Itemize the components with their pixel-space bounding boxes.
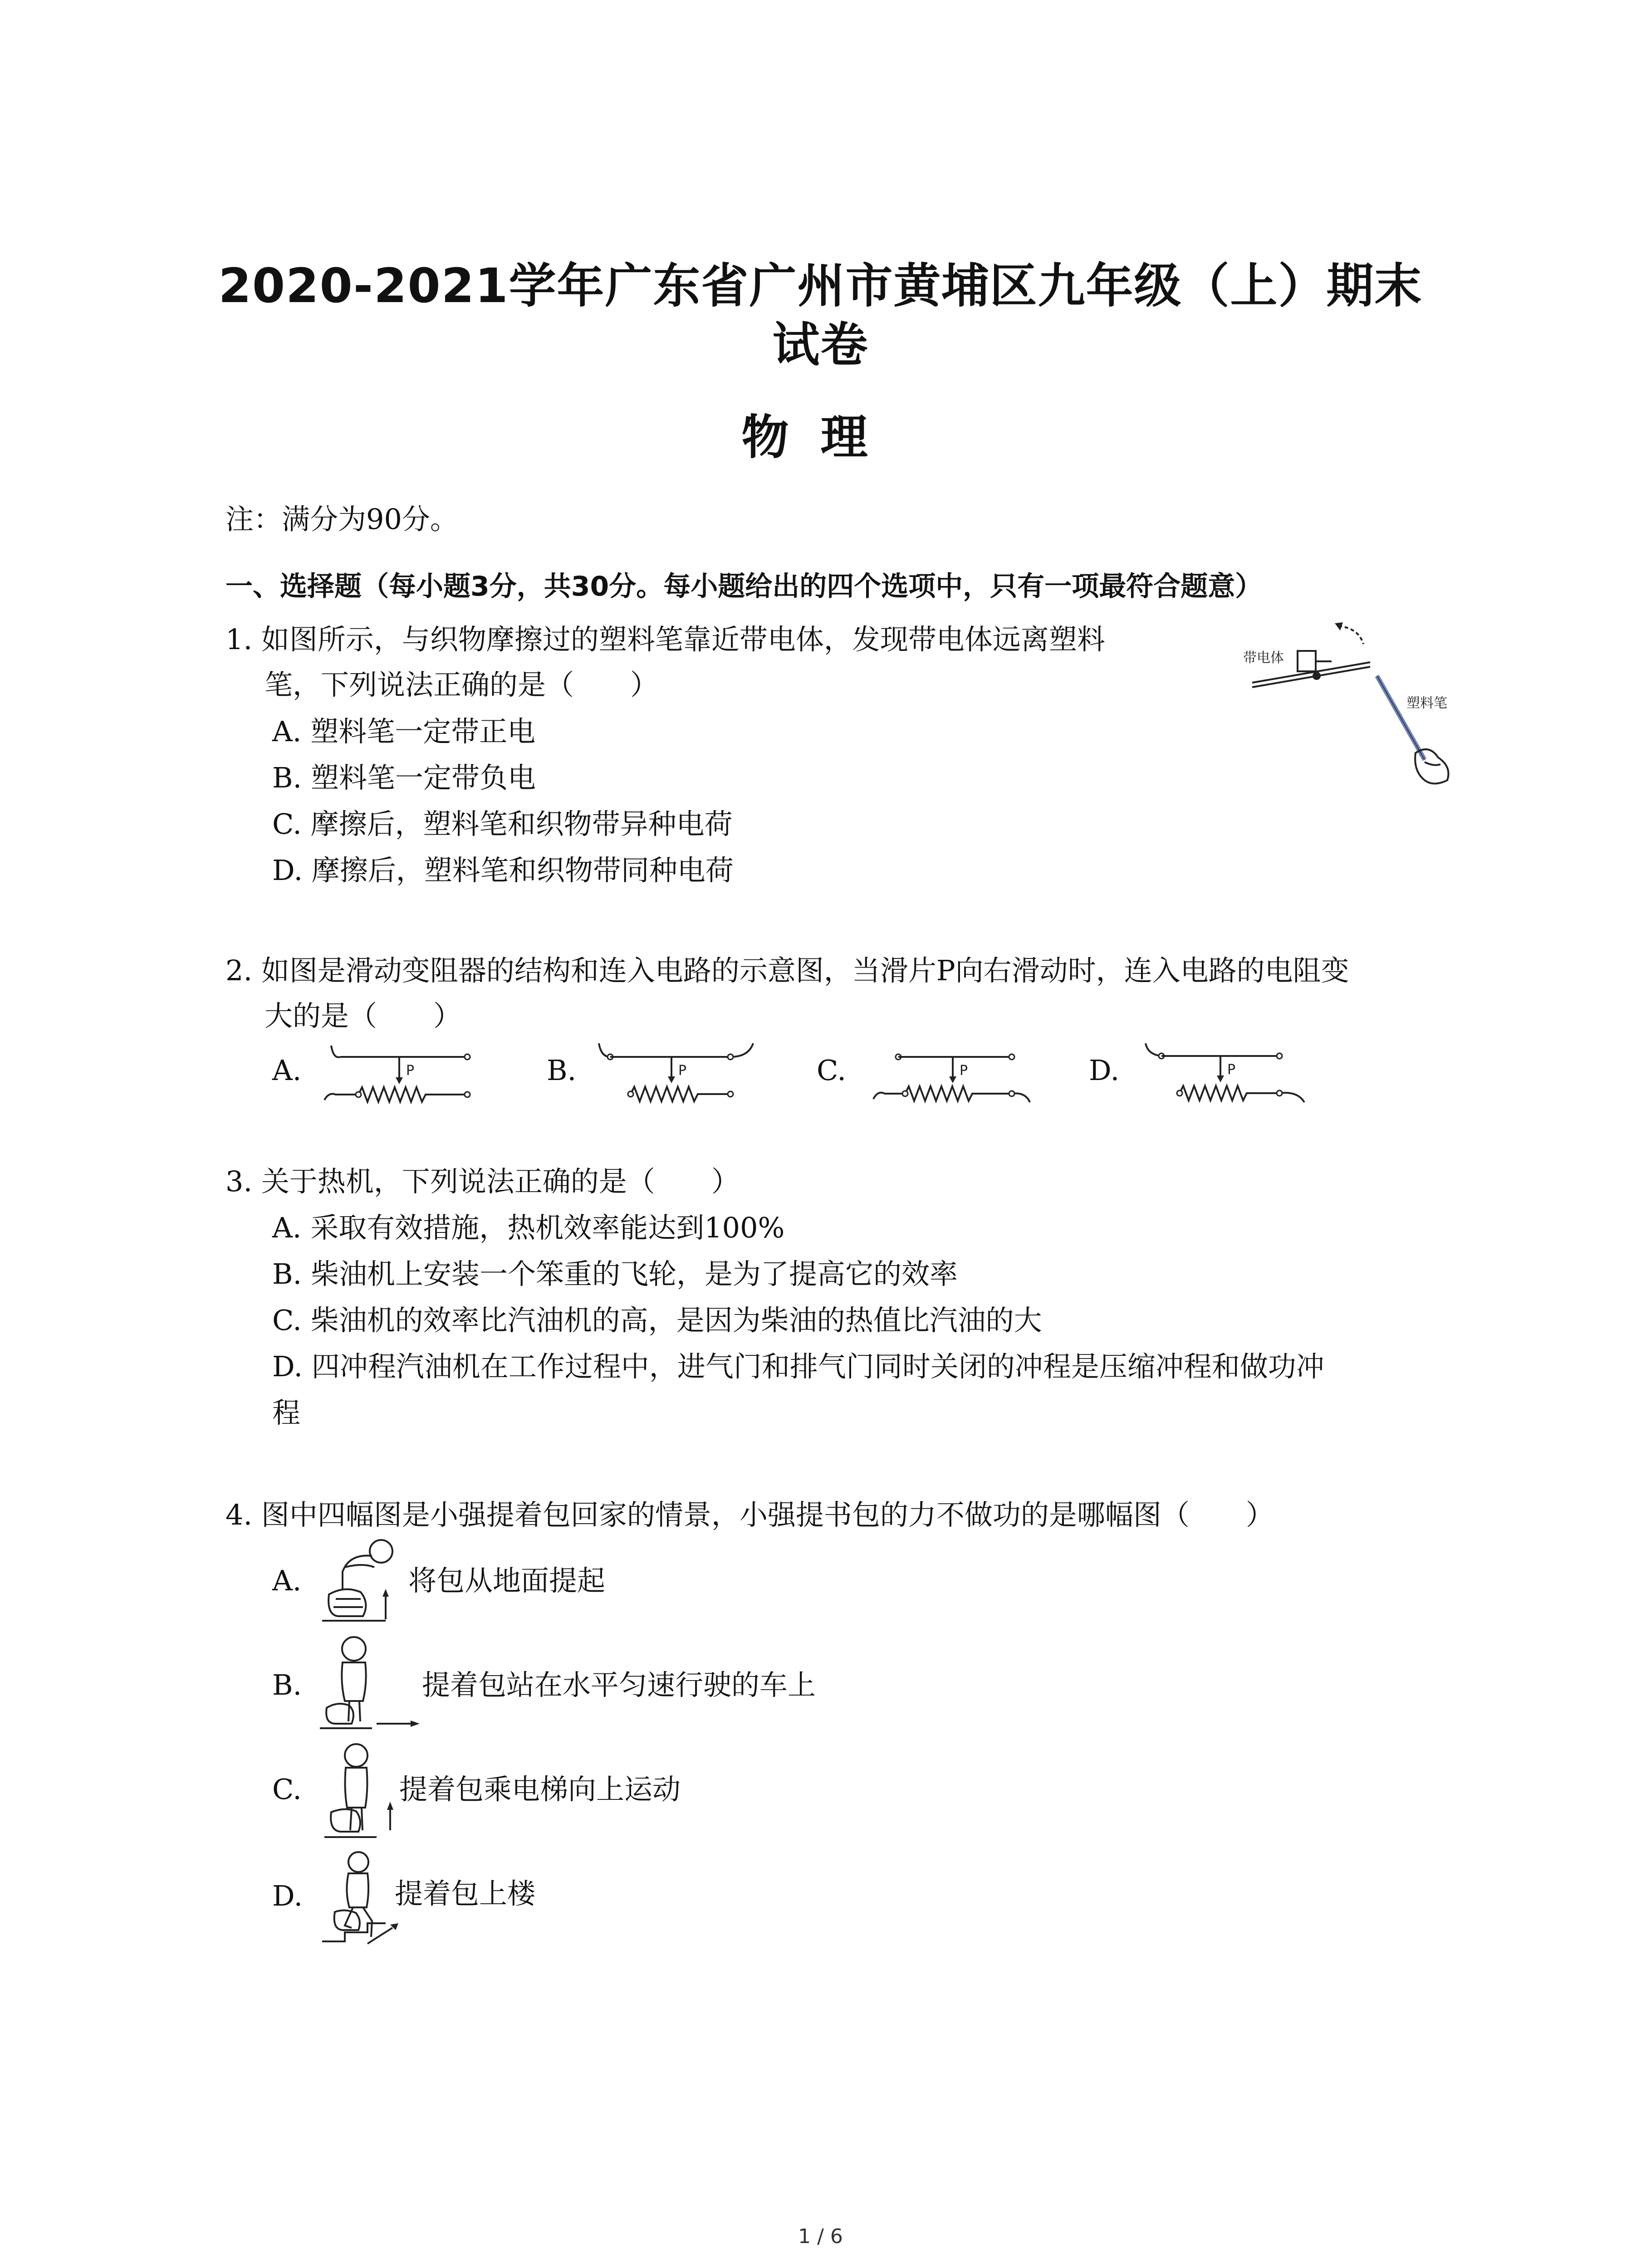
person-on-vehicle-icon: [318, 1633, 426, 1737]
q4-option-b-letter: B.: [272, 1668, 302, 1701]
svg-text:P: P: [1227, 1062, 1236, 1078]
q1-stem-line2: 笔，下列说法正确的是（ ）: [265, 668, 659, 701]
q1-option-a: A. 塑料笔一定带正电: [272, 715, 536, 748]
q3-option-d-cont: 程: [272, 1396, 301, 1429]
q1-option-b: B. 塑料笔一定带负电: [272, 761, 536, 794]
rheostat-a: [322, 1041, 476, 1109]
arrow-up-icon: [382, 1589, 389, 1597]
q1-option-d: D. 摩擦后，塑料笔和织物带同种电荷: [272, 854, 734, 887]
q2-option-a-letter: A.: [272, 1054, 302, 1087]
section-heading: 一、选择题（每小题3分，共30分。每小题给出的四个选项中，只有一项最符合题意）: [225, 571, 1263, 602]
q3-option-c: C. 柴油机的效率比汽油机的高，是因为柴油的热值比汽油的大: [272, 1304, 1042, 1337]
q4-option-c-letter: C.: [272, 1773, 302, 1806]
pivot-icon: [1313, 672, 1321, 680]
q1-stem-line1: 1. 如图所示，与织物摩擦过的塑料笔靠近带电体，发现带电体远离塑料: [225, 623, 1105, 656]
q3-option-d: D. 四冲程汽油机在工作过程中，进气门和排气门同时关闭的冲程是压缩冲程和做功冲: [272, 1350, 1324, 1383]
slider-icon: [396, 1077, 403, 1084]
charged-body: [1298, 651, 1316, 671]
rheostat-b: [594, 1039, 767, 1107]
q2-option-c-letter: C.: [817, 1054, 846, 1087]
svg-text:P: P: [406, 1063, 415, 1079]
bag-icon: [328, 1589, 366, 1616]
q2-stem-line2: 大的是（ ）: [265, 999, 462, 1032]
rheostat-c: [871, 1041, 1043, 1109]
bag-icon: [331, 1809, 360, 1832]
page-number: 1 / 6: [798, 2225, 843, 2248]
q2-stem-line1: 2. 如图是滑动变阻器的结构和连入电路的示意图，当滑片P向右滑动时，连入电路的电阻变: [225, 954, 1349, 987]
q4-stem: 4. 图中四幅图是小强提着包回家的情景，小强提书包的力不做功的是哪幅图（ ）: [225, 1498, 1274, 1531]
q3-option-a: A. 采取有效措施，热机效率能达到100%: [272, 1211, 785, 1244]
slider-icon: [668, 1076, 675, 1083]
paper-title-line1: 2020-2021学年广东省广州市黄埔区九年级（上）期末: [218, 258, 1423, 313]
q4-option-d-text: 提着包上楼: [395, 1877, 536, 1910]
fig-label-pen: 塑料笔: [1406, 695, 1447, 711]
paper-title-line2: 试卷: [772, 317, 869, 372]
q3-option-b: B. 柴油机上安装一个笨重的飞轮，是为了提高它的效率: [272, 1257, 958, 1290]
q3-stem: 3. 关于热机，下列说法正确的是（ ）: [225, 1165, 740, 1198]
person-lifting-bag-icon: [318, 1535, 408, 1626]
q2-option-d-letter: D.: [1089, 1054, 1120, 1087]
q4-option-c-text: 提着包乘电梯向上运动: [399, 1773, 681, 1806]
subject-title: 物理: [741, 410, 900, 465]
rotation-arrow-icon: [1338, 626, 1363, 644]
person-in-elevator-icon: [318, 1740, 408, 1844]
score-note: 注：满分为90分。: [225, 503, 458, 536]
slider-icon: [1217, 1075, 1224, 1082]
q4-option-d-letter: D.: [272, 1879, 303, 1912]
q4-option-a-text: 将包从地面提起: [408, 1564, 606, 1597]
q1-option-c: C. 摩擦后，塑料笔和织物带异种电荷: [272, 807, 733, 841]
q4-option-b-text: 提着包站在水平匀速行驶的车上: [422, 1668, 816, 1701]
q4-option-a-letter: A.: [272, 1564, 302, 1597]
fig-label-body: 带电体: [1243, 650, 1284, 666]
slider-icon: [949, 1076, 956, 1083]
arrow-up-icon: [387, 1802, 393, 1810]
q1-figure: [1234, 608, 1470, 798]
svg-text:P: P: [960, 1063, 968, 1079]
svg-text:P: P: [678, 1063, 687, 1079]
rheostat-d: [1143, 1039, 1316, 1107]
arrow-right-icon: [411, 1721, 420, 1727]
q2-option-b-letter: B.: [547, 1054, 577, 1087]
